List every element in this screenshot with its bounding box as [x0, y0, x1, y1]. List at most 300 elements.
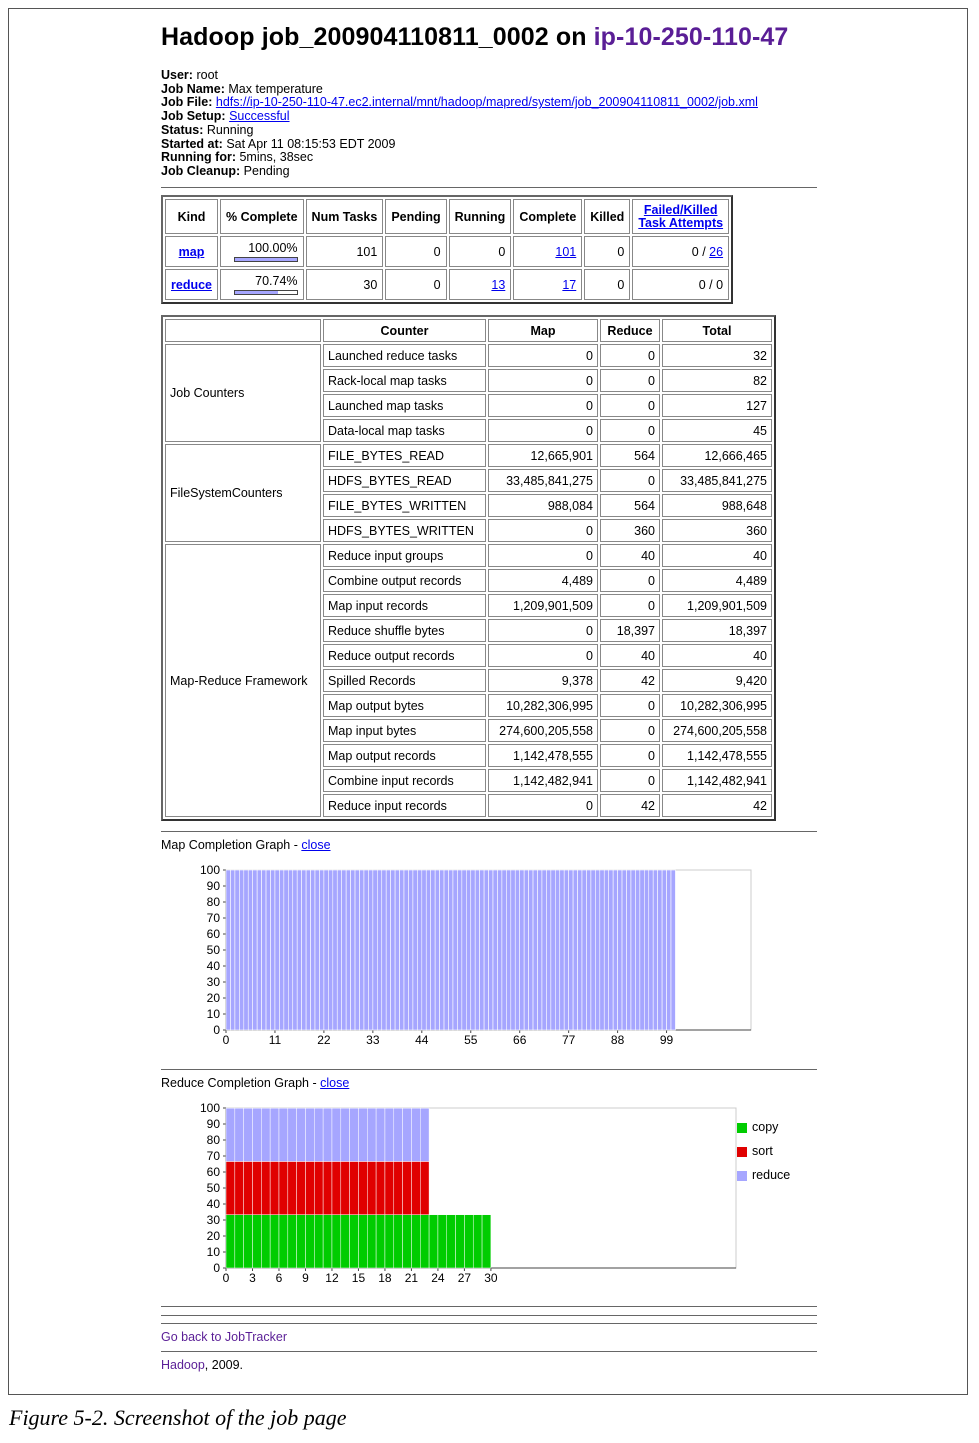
complete-cell[interactable] [513, 236, 582, 267]
percent-cell [220, 269, 304, 300]
map-task-bar [288, 870, 292, 1030]
map-task-bar [333, 870, 337, 1030]
reduce-copy-bar [244, 1215, 253, 1268]
counter-column-header: Counter [323, 319, 486, 342]
map-task-bar [595, 870, 599, 1030]
y-tick-label: 30 [206, 975, 220, 989]
map-task-bar [538, 870, 542, 1030]
column-header: % Complete [220, 199, 304, 234]
map-value: 0 [488, 369, 598, 392]
kind-link[interactable]: reduce [171, 277, 212, 292]
map-task-bar [618, 870, 622, 1030]
map-task-bar [631, 870, 635, 1030]
complete-count[interactable]: 101 [555, 244, 577, 259]
reduce-reduce-bar [420, 1108, 429, 1161]
percent-complete: 100.00% [248, 241, 298, 255]
reduce-copy-bar [464, 1215, 473, 1268]
failed-killed-header[interactable] [632, 199, 729, 234]
total-value: 988,648 [662, 494, 772, 517]
info-value: 5mins, 38sec [239, 150, 314, 165]
counter-name: Spilled Records [323, 669, 486, 692]
map-task-bar [262, 870, 266, 1030]
map-task-bar [627, 870, 631, 1030]
reduce-copy-bar [341, 1215, 350, 1268]
y-tick-label: 40 [206, 959, 220, 973]
reduce-graph-close-link[interactable]: close [320, 1076, 350, 1090]
map-graph-close-link[interactable]: close [301, 838, 331, 852]
info-value: Max temperature [228, 81, 323, 96]
map-task-bar [297, 870, 301, 1030]
y-tick-label: 80 [206, 895, 220, 909]
map-value: 0 [488, 794, 598, 817]
reduce-sort-bar [244, 1161, 253, 1214]
map-value: 0 [488, 419, 598, 442]
map-completion-graph [161, 858, 761, 1053]
reduce-sort-bar [235, 1161, 244, 1214]
map-task-bar [591, 870, 595, 1030]
divider [161, 1351, 817, 1352]
y-tick-label: 30 [206, 1213, 220, 1227]
map-task-bar [271, 870, 275, 1030]
map-task-bar [511, 870, 515, 1030]
reduce-sort-bar [314, 1161, 323, 1214]
map-task-bar [324, 870, 328, 1030]
map-task-bar [529, 870, 533, 1030]
reduce-sort-bar [411, 1161, 420, 1214]
y-tick-label: 100 [199, 863, 220, 877]
map-task-bar [635, 870, 639, 1030]
counter-group: FileSystemCounters [165, 444, 321, 542]
map-task-bar [462, 870, 466, 1030]
total-value: 42 [662, 794, 772, 817]
info-label: Started at: [161, 136, 223, 151]
y-tick-label: 80 [206, 1133, 220, 1147]
y-tick-label: 90 [206, 879, 220, 893]
counter-column-header: Map [488, 319, 598, 342]
reduce-reduce-bar [244, 1108, 253, 1161]
column-header: Num Tasks [306, 199, 384, 234]
counter-name: FILE_BYTES_WRITTEN [323, 494, 486, 517]
reduce-reduce-bar [332, 1108, 341, 1161]
x-tick-label: 33 [366, 1033, 380, 1047]
map-task-bar [244, 870, 248, 1030]
map-task-bar [226, 870, 230, 1030]
reduce-sort-bar [226, 1161, 235, 1214]
progress-bar [234, 257, 298, 262]
y-tick-label: 0 [213, 1261, 220, 1275]
y-tick-label: 0 [213, 1023, 220, 1037]
total-value: 9,420 [662, 669, 772, 692]
map-task-bar [533, 870, 537, 1030]
reduce-graph-title: Reduce Completion Graph - close [161, 1076, 350, 1090]
reduce-value: 564 [600, 494, 660, 517]
map-value: 0 [488, 544, 598, 567]
x-tick-label: 55 [464, 1033, 478, 1047]
map-task-bar [555, 870, 559, 1030]
column-header: Killed [584, 199, 630, 234]
total-value: 127 [662, 394, 772, 417]
progress-fill [235, 258, 297, 261]
map-task-bar [551, 870, 555, 1030]
reduce-sort-bar [252, 1161, 261, 1214]
counter-name: FILE_BYTES_READ [323, 444, 486, 467]
reduce-reduce-bar [305, 1108, 314, 1161]
reduce-copy-bar [314, 1215, 323, 1268]
kind-cell[interactable] [165, 269, 218, 300]
task-row [165, 269, 729, 300]
reduce-value: 0 [600, 769, 660, 792]
killed-attempts[interactable]: 26 [709, 244, 724, 259]
reduce-value: 42 [600, 794, 660, 817]
map-task-bar [569, 870, 573, 1030]
map-graph-title: Map Completion Graph - close [161, 838, 331, 852]
map-task-bar [284, 870, 288, 1030]
reduce-sort-bar [297, 1161, 306, 1214]
info-label: Job Cleanup: [161, 163, 241, 178]
reduce-sort-bar [305, 1161, 314, 1214]
reduce-copy-bar [394, 1215, 403, 1268]
map-value: 1,142,482,941 [488, 769, 598, 792]
info-value: root [196, 68, 218, 82]
reduce-copy-bar [279, 1215, 288, 1268]
map-task-bar [391, 870, 395, 1030]
reduce-sort-bar [350, 1161, 359, 1214]
reduce-copy-bar [252, 1215, 261, 1268]
failed-killed-cell: 0 / 26 [632, 236, 729, 267]
counter-name: Combine input records [323, 769, 486, 792]
y-tick-label: 20 [206, 1229, 220, 1243]
map-task-bar [368, 870, 372, 1030]
reduce-value: 40 [600, 544, 660, 567]
map-task-bar [658, 870, 662, 1030]
reduce-copy-bar [429, 1215, 438, 1268]
counter-column-header [165, 319, 321, 342]
info-link[interactable]: Successful [229, 109, 290, 124]
y-tick-label: 60 [206, 1165, 220, 1179]
map-task-bar [613, 870, 617, 1030]
x-tick-label: 15 [351, 1271, 366, 1285]
legend-label: sort [752, 1144, 773, 1158]
counter-row [165, 444, 772, 467]
reduce-copy-bar [473, 1215, 482, 1268]
total-value: 40 [662, 544, 772, 567]
map-value: 0 [488, 619, 598, 642]
map-value: 9,378 [488, 669, 598, 692]
map-task-bar [497, 870, 501, 1030]
total-value: 45 [662, 419, 772, 442]
total-value: 274,600,205,558 [662, 719, 772, 742]
percent-complete: 70.74% [255, 274, 298, 288]
reduce-value: 0 [600, 694, 660, 717]
page-title: Hadoop job_200904110811_0002 on ip-10-250-110-47 [161, 23, 789, 51]
reduce-copy-bar [270, 1215, 279, 1268]
map-task-bar [230, 870, 234, 1030]
killed-attempts: 0 [716, 277, 724, 292]
map-task-bar [480, 870, 484, 1030]
reduce-copy-bar [226, 1215, 235, 1268]
counter-name: Reduce shuffle bytes [323, 619, 486, 642]
map-task-bar [484, 870, 488, 1030]
reduce-sort-bar [403, 1161, 412, 1214]
divider [161, 1069, 817, 1070]
info-line [161, 124, 758, 138]
map-task-bar [319, 870, 323, 1030]
hadoop-link[interactable]: Hadoop [161, 1358, 205, 1372]
y-tick-label: 20 [206, 991, 220, 1005]
map-task-bar [266, 870, 270, 1030]
map-value: 33,485,841,275 [488, 469, 598, 492]
reduce-reduce-bar [394, 1108, 403, 1161]
y-tick-label: 40 [206, 1197, 220, 1211]
map-task-bar [239, 870, 243, 1030]
reduce-sort-bar [358, 1161, 367, 1214]
reduce-reduce-bar [403, 1108, 412, 1161]
footer-credit: Hadoop, 2009. [161, 1358, 244, 1372]
map-task-bar [408, 870, 412, 1030]
x-tick-label: 77 [561, 1033, 576, 1047]
x-tick-label: 18 [378, 1271, 392, 1285]
y-tick-label: 50 [206, 943, 220, 957]
counter-column-header: Total [662, 319, 772, 342]
map-task-bar [653, 870, 657, 1030]
counter-name: Launched reduce tasks [323, 344, 486, 367]
map-task-bar [604, 870, 608, 1030]
map-task-bar [444, 870, 448, 1030]
map-value: 1,142,478,555 [488, 744, 598, 767]
map-task-bar [471, 870, 475, 1030]
failed-attempts: 0 [691, 244, 699, 259]
kind-cell[interactable] [165, 236, 218, 267]
map-task-bar [395, 870, 399, 1030]
map-task-bar [578, 870, 582, 1030]
reduce-sort-bar [261, 1161, 270, 1214]
map-task-bar [649, 870, 653, 1030]
job-info [161, 69, 758, 179]
reduce-copy-bar [305, 1215, 314, 1268]
reduce-reduce-bar [261, 1108, 270, 1161]
map-task-bar [542, 870, 546, 1030]
map-task-bar [453, 870, 457, 1030]
map-task-bar [667, 870, 671, 1030]
counter-name: HDFS_BYTES_WRITTEN [323, 519, 486, 542]
reduce-reduce-bar [341, 1108, 350, 1161]
map-task-bar [386, 870, 390, 1030]
total-value: 82 [662, 369, 772, 392]
reduce-reduce-bar [358, 1108, 367, 1161]
counter-name: Reduce input records [323, 794, 486, 817]
reduce-copy-bar [358, 1215, 367, 1268]
map-task-bar [662, 870, 666, 1030]
map-task-bar [377, 870, 381, 1030]
map-value: 0 [488, 344, 598, 367]
x-tick-label: 27 [457, 1271, 472, 1285]
counter-name: Rack-local map tasks [323, 369, 486, 392]
map-task-bar [279, 870, 283, 1030]
divider [161, 831, 817, 832]
map-task-bar [373, 870, 377, 1030]
total-value: 1,209,901,509 [662, 594, 772, 617]
reduce-copy-bar [376, 1215, 385, 1268]
task-row [165, 236, 729, 267]
map-task-bar [235, 870, 239, 1030]
map-task-bar [586, 870, 590, 1030]
reduce-value: 0 [600, 394, 660, 417]
info-link[interactable]: hdfs://ip-10-250-110-47.ec2.internal/mnt/hadoop/mapred/system/job_200904110811_0002/job.xml [215, 95, 758, 110]
reduce-copy-bar [482, 1215, 491, 1268]
reduce-reduce-bar [411, 1108, 420, 1161]
reduce-copy-bar [367, 1215, 376, 1268]
map-task-bar [355, 870, 359, 1030]
legend-item [737, 1144, 790, 1168]
reduce-copy-bar [350, 1215, 359, 1268]
percent-cell [220, 236, 304, 267]
reduce-reduce-bar [323, 1108, 332, 1161]
map-task-bar [573, 870, 577, 1030]
column-header: Running [449, 199, 512, 234]
complete-count[interactable]: 17 [562, 277, 577, 292]
map-value: 10,282,306,995 [488, 694, 598, 717]
map-task-bar [671, 870, 675, 1030]
reduce-sort-bar [341, 1161, 350, 1214]
kind-link[interactable]: map [178, 244, 205, 259]
map-task-bar [489, 870, 493, 1030]
task-attempts-link[interactable]: Task Attempts [638, 215, 724, 230]
x-tick-label: 30 [484, 1271, 498, 1285]
x-tick-label: 3 [249, 1271, 256, 1285]
map-task-bar [417, 870, 421, 1030]
map-task-bar [582, 870, 586, 1030]
map-task-bar [435, 870, 439, 1030]
map-task-bar [560, 870, 564, 1030]
reduce-value: 360 [600, 519, 660, 542]
progress-fill [235, 291, 279, 294]
x-tick-label: 0 [222, 1271, 230, 1285]
column-header: Kind [165, 199, 218, 234]
running-count: 0 [498, 244, 506, 259]
map-task-bar [293, 870, 297, 1030]
map-task-bar [506, 870, 510, 1030]
failed-killed-link[interactable]: Failed/Killed [643, 202, 718, 217]
legend-swatch [737, 1171, 747, 1181]
map-task-bar [449, 870, 453, 1030]
reduce-value: 0 [600, 719, 660, 742]
map-task-bar [248, 870, 252, 1030]
divider [161, 187, 817, 188]
x-tick-label: 6 [275, 1271, 283, 1285]
x-tick-label: 9 [302, 1271, 309, 1285]
running-count[interactable]: 13 [491, 277, 506, 292]
counter-group: Map-Reduce Framework [165, 544, 321, 817]
y-tick-label: 100 [199, 1101, 220, 1115]
reduce-reduce-bar [270, 1108, 279, 1161]
reduce-reduce-bar [297, 1108, 306, 1161]
x-tick-label: 21 [404, 1271, 419, 1285]
pending-count: 0 [385, 236, 446, 267]
map-task-bar [493, 870, 497, 1030]
total-value: 360 [662, 519, 772, 542]
legend-item [737, 1120, 790, 1144]
reduce-copy-bar [297, 1215, 306, 1268]
reduce-reduce-bar [314, 1108, 323, 1161]
x-tick-label: 12 [325, 1271, 339, 1285]
map-task-bar [364, 870, 368, 1030]
running-cell[interactable] [449, 269, 512, 300]
back-to-jobtracker-link[interactable]: Go back to JobTracker [161, 1330, 287, 1344]
map-task-bar [640, 870, 644, 1030]
counter-name: Map output records [323, 744, 486, 767]
progress-bar [234, 290, 298, 295]
reduce-value: 0 [600, 744, 660, 767]
map-task-bar [524, 870, 528, 1030]
info-label: Job File: [161, 95, 213, 110]
info-line [161, 138, 758, 152]
total-value: 10,282,306,995 [662, 694, 772, 717]
legend-item [737, 1168, 790, 1192]
info-value: Pending [243, 163, 290, 178]
counter-group: Job Counters [165, 344, 321, 442]
y-tick-label: 50 [206, 1181, 220, 1195]
total-value: 12,666,465 [662, 444, 772, 467]
reduce-value: 564 [600, 444, 660, 467]
reduce-sort-bar [288, 1161, 297, 1214]
reduce-sort-bar [376, 1161, 385, 1214]
counter-name: Launched map tasks [323, 394, 486, 417]
map-task-bar [431, 870, 435, 1030]
reduce-sort-bar [270, 1161, 279, 1214]
reduce-copy-bar [411, 1215, 420, 1268]
map-task-bar [337, 870, 341, 1030]
y-tick-label: 60 [206, 927, 220, 941]
x-tick-label: 22 [317, 1033, 331, 1047]
failed-attempts: 0 [698, 277, 706, 292]
reduce-value: 40 [600, 644, 660, 667]
divider [161, 1323, 817, 1324]
y-tick-label: 70 [206, 1149, 220, 1163]
reduce-value: 18,397 [600, 619, 660, 642]
x-tick-label: 11 [268, 1033, 282, 1047]
column-header: Pending [385, 199, 446, 234]
total-value: 40 [662, 644, 772, 667]
map-value: 12,665,901 [488, 444, 598, 467]
map-task-bar [422, 870, 426, 1030]
legend-swatch [737, 1123, 747, 1133]
map-value: 1,209,901,509 [488, 594, 598, 617]
reduce-copy-bar [456, 1215, 465, 1268]
map-task-bar [342, 870, 346, 1030]
complete-cell[interactable] [513, 269, 582, 300]
info-value: Running [206, 122, 254, 137]
reduce-completion-graph [161, 1096, 761, 1291]
info-label: Running for: [161, 150, 236, 165]
reduce-value: 0 [600, 344, 660, 367]
reduce-graph-legend [737, 1120, 790, 1192]
counter-name: Map input bytes [323, 719, 486, 742]
info-line [161, 83, 758, 97]
reduce-reduce-bar [235, 1108, 244, 1161]
reduce-copy-bar [385, 1215, 394, 1268]
total-value: 32 [662, 344, 772, 367]
total-value: 33,485,841,275 [662, 469, 772, 492]
map-task-bar [257, 870, 261, 1030]
counter-name: Map output bytes [323, 694, 486, 717]
counter-name: Combine output records [323, 569, 486, 592]
reduce-reduce-bar [226, 1108, 235, 1161]
reduce-reduce-bar [288, 1108, 297, 1161]
info-line [161, 96, 758, 110]
reduce-reduce-bar [252, 1108, 261, 1161]
y-tick-label: 10 [206, 1007, 220, 1021]
total-value: 1,142,478,555 [662, 744, 772, 767]
